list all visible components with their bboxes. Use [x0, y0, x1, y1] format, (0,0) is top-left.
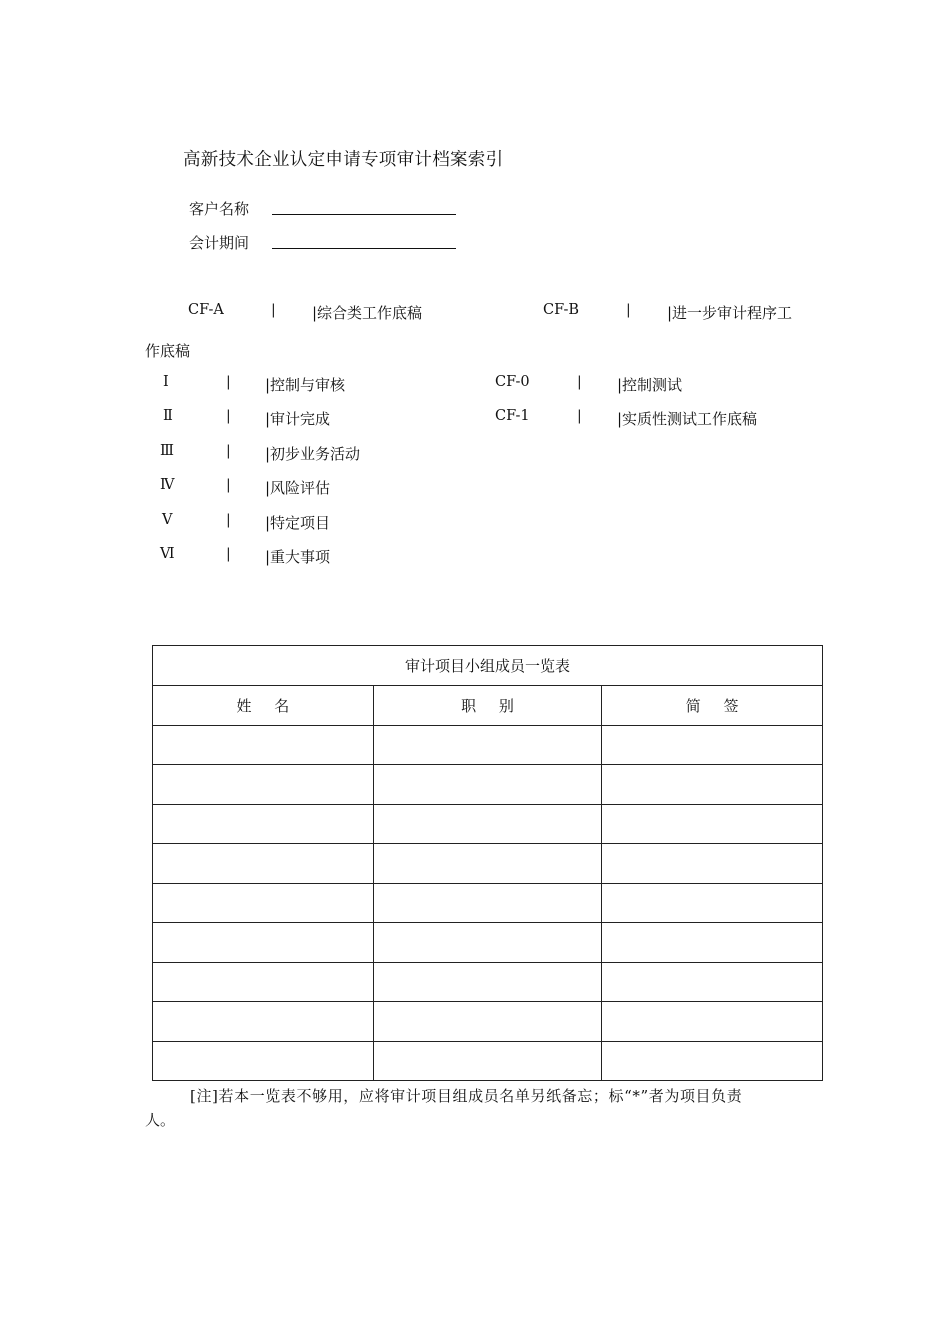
index-code-roman: Ⅳ [160, 477, 175, 493]
index-code-roman: Ⅰ [163, 374, 169, 390]
signature-cell[interactable] [602, 804, 823, 844]
table-row [153, 883, 823, 923]
name-cell[interactable] [153, 844, 374, 884]
signature-cell[interactable] [602, 923, 823, 963]
table-row [153, 725, 823, 765]
index-separator: | [577, 408, 582, 424]
index-desc-cf-b-continued: 作底稿 [145, 342, 191, 360]
index-separator: | [226, 512, 231, 528]
index-desc: |初步业务活动 [265, 445, 361, 463]
table-row [153, 765, 823, 805]
table-caption: 审计项目小组成员一览表 [153, 646, 823, 686]
table-row [153, 923, 823, 963]
table-row [153, 962, 823, 1002]
index-code-cf-0: CF-0 [495, 374, 530, 390]
index-code-roman: Ⅴ [162, 512, 173, 528]
document-title: 高新技术企业认定申请专项审计档案索引 [183, 150, 504, 170]
signature-cell[interactable] [602, 1002, 823, 1042]
accounting-period-label: 会计期间 [189, 234, 250, 252]
table-note: [注]若本一览表不够用，应将审计项目组成员名单另纸备忘；标“*”者为项目负责 [190, 1087, 743, 1105]
column-header-signature: 简 签 [602, 686, 823, 726]
index-code-cf-b: CF-B [543, 302, 580, 318]
position-cell[interactable] [373, 962, 602, 1002]
index-separator: | [226, 477, 231, 493]
signature-cell[interactable] [602, 844, 823, 884]
accounting-period-field[interactable] [272, 248, 456, 249]
name-cell[interactable] [153, 883, 374, 923]
index-code-roman: Ⅵ [160, 546, 175, 562]
column-header-name: 姓 名 [153, 686, 374, 726]
table-row [153, 1041, 823, 1081]
name-cell[interactable] [153, 962, 374, 1002]
position-cell[interactable] [373, 844, 602, 884]
signature-cell[interactable] [602, 962, 823, 1002]
table-header-row [153, 686, 823, 726]
position-cell[interactable] [373, 725, 602, 765]
position-cell[interactable] [373, 883, 602, 923]
index-code-cf-a: CF-A [188, 302, 224, 318]
table-row [153, 804, 823, 844]
signature-cell[interactable] [602, 883, 823, 923]
name-cell[interactable] [153, 1002, 374, 1042]
index-desc: |重大事项 [265, 548, 331, 566]
client-name-label: 客户名称 [189, 200, 250, 218]
index-code-roman: Ⅲ [160, 443, 174, 459]
index-desc: |特定项目 [265, 514, 331, 532]
index-code-roman: Ⅱ [163, 408, 173, 424]
client-name-field[interactable] [272, 214, 456, 215]
index-separator: | [577, 374, 582, 390]
index-desc: |控制与审核 [265, 376, 346, 394]
index-separator: | [271, 302, 276, 318]
index-separator: | [226, 408, 231, 424]
position-cell[interactable] [373, 765, 602, 805]
audit-team-members-table [152, 645, 823, 1081]
signature-cell[interactable] [602, 765, 823, 805]
position-cell[interactable] [373, 804, 602, 844]
table-row [153, 1002, 823, 1042]
index-desc-cf-b: |进一步审计程序工 [667, 304, 793, 322]
name-cell[interactable] [153, 725, 374, 765]
name-cell[interactable] [153, 804, 374, 844]
index-separator: | [626, 302, 631, 318]
index-separator: | [226, 374, 231, 390]
name-cell[interactable] [153, 765, 374, 805]
signature-cell[interactable] [602, 1041, 823, 1081]
table-row [153, 844, 823, 884]
index-desc: |审计完成 [265, 410, 331, 428]
signature-cell[interactable] [602, 725, 823, 765]
index-separator: | [226, 546, 231, 562]
index-separator: | [226, 443, 231, 459]
column-header-position: 职 别 [373, 686, 602, 726]
name-cell[interactable] [153, 1041, 374, 1081]
position-cell[interactable] [373, 1002, 602, 1042]
index-desc-cf-1: |实质性测试工作底稿 [617, 410, 758, 428]
index-code-cf-1: CF-1 [495, 408, 530, 424]
position-cell[interactable] [373, 1041, 602, 1081]
index-desc-cf-a: |综合类工作底稿 [312, 304, 423, 322]
index-desc: |风险评估 [265, 479, 331, 497]
index-desc-cf-0: |控制测试 [617, 376, 683, 394]
position-cell[interactable] [373, 923, 602, 963]
table-note-continued: 人。 [145, 1111, 176, 1129]
name-cell[interactable] [153, 923, 374, 963]
